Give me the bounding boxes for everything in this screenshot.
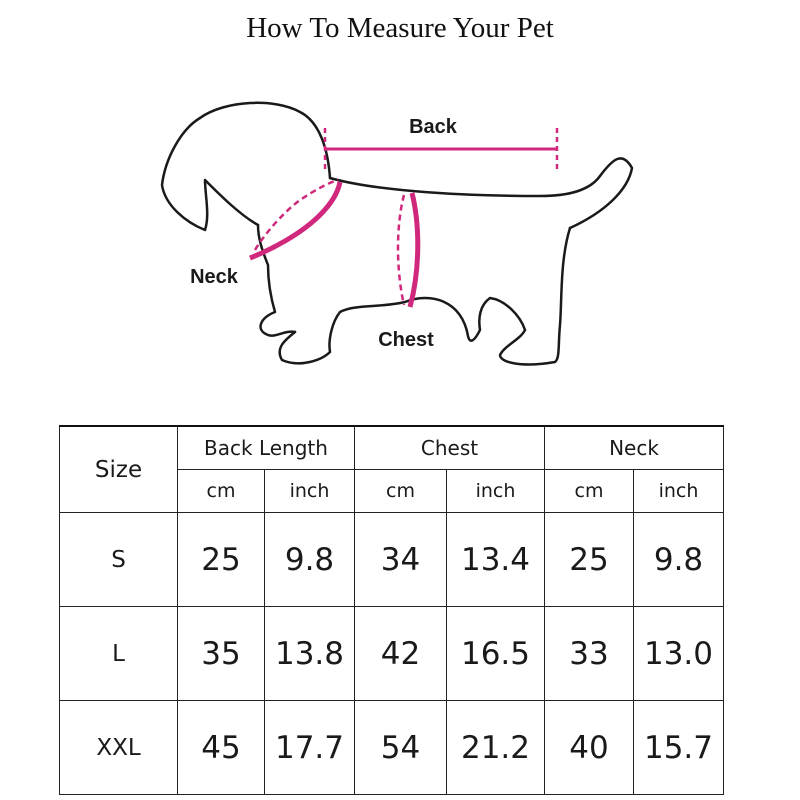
value-cell: 35 [178,607,265,701]
size-cell: XXL [60,701,178,795]
value-cell: 17.7 [265,701,355,795]
table-row [60,701,724,795]
dog-head-outline [200,103,330,178]
neck-measure [250,180,340,258]
value-cell: 13.0 [634,607,724,701]
value-cell: 16.5 [447,607,545,701]
dog-ear-outline [162,118,258,230]
table-header-row [60,426,724,470]
value-cell: 9.8 [265,513,355,607]
value-cell: 54 [355,701,447,795]
value-cell: 45 [178,701,265,795]
size-cell: L [60,607,178,701]
dog-rear-leg-outline [500,228,570,364]
table-row [60,607,724,701]
value-cell: 40 [545,701,634,795]
unit-header: inch [265,470,355,513]
chest-measure [398,193,418,307]
size-cell: S [60,513,178,607]
page-title: How To Measure Your Pet [246,12,554,44]
table-row [60,513,724,607]
unit-header: inch [634,470,724,513]
back-label: Back [409,116,457,138]
value-cell: 21.2 [447,701,545,795]
unit-header: cm [178,470,265,513]
dog-tail-outline [570,158,632,228]
size-chart-table [59,425,724,795]
value-cell: 15.7 [634,701,724,795]
unit-header: cm [355,470,447,513]
unit-header: cm [545,470,634,513]
unit-header: inch [447,470,545,513]
header-neck: Neck [545,426,724,470]
value-cell: 34 [355,513,447,607]
dog-back-outline [330,176,600,196]
value-cell: 25 [545,513,634,607]
value-cell: 25 [178,513,265,607]
value-cell: 9.8 [634,513,724,607]
header-back-length: Back Length [178,426,355,470]
dog-front-leg-outline [258,225,295,336]
neck-label: Neck [190,266,238,288]
dog-outline [162,103,632,365]
size-header: Size [60,426,178,513]
value-cell: 13.8 [265,607,355,701]
value-cell: 13.4 [447,513,545,607]
chest-label: Chest [378,329,434,351]
value-cell: 42 [355,607,447,701]
header-chest: Chest [355,426,545,470]
value-cell: 33 [545,607,634,701]
